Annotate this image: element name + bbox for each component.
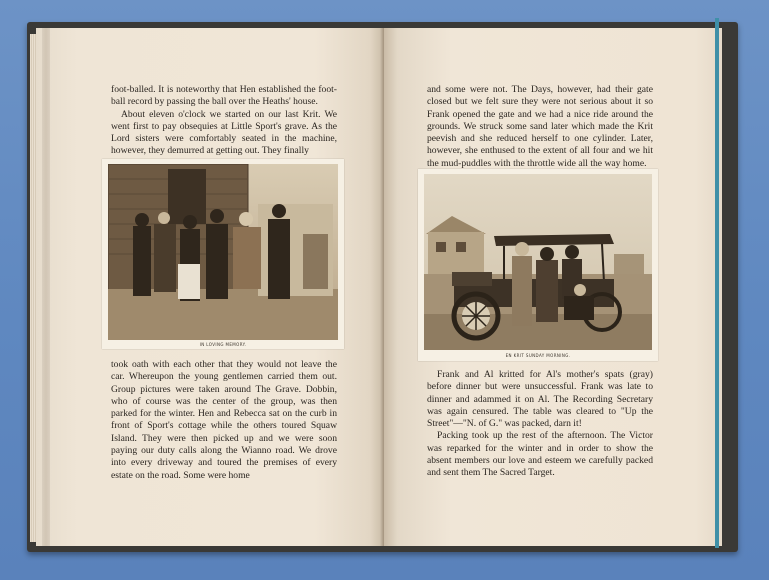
paragraph: Frank and Al kritted for Al's mother's spats (gray) before dinner but were unsuccessful. Frank was late to dinner and adammed it on Al. The Recording Secretary was again censured. The table was cleared to "Up the Street"—"N. of G." was packed, darn it! [427,369,653,430]
left-top-text [111,84,337,158]
photo-in-loving-memory [102,159,344,349]
right-bottom-text [427,369,653,480]
group-photo-image [108,164,338,340]
paragraph: Packing took up the rest of the afternoon. The Victor was reparked for the winter and in order to show the absent members our love and esteem we carefully packed and sent them The Sacred Target. [427,430,653,479]
left-page [36,28,384,546]
photo-en-krit-sunday-morning [418,169,658,361]
photo-caption: IN LOVING MEMORY. [199,342,247,347]
bookmark-ribbon [715,18,719,548]
paragraph: and some were not. The Days, however, had their gate closed but we felt sure they were not serious about it so Frank opened the gate and we had a nice ride around the grounds. We struck some sand later which made the Krit peevish and she reduced herself to one cylinder. Later, however, she enthused to the extent of all four and we hit the mud-puddles with the throttle wide all the way home. [427,84,653,169]
paragraph: took oath with each other that they would not leave the car. Whereupon the young gentlemen carried them out. Group pictures were taken around The Grave. Dobbin, who of course was the center of the group, was then parked for the winter. Hen and Rebecca sat on the curb in front of Sport's cottage while the others toured Squaw Island. They were then picked up and we were soon paying our duty calls along the Wianno road. We drove into every driveway and toured the premises of every estate on the road. Some were home [111,359,337,481]
photo-caption: EN KRIT SUNDAY MORNING. [505,353,571,358]
ribbon-marker [42,28,50,546]
right-top-text [427,84,653,170]
right-page [384,28,722,546]
paragraph: About eleven o'clock we started on our last Krit. We went first to pay obsequies at Little Sport's grave. As the Lord sisters were comfortably seated in the machine, however, they demurred at getting out. They finally [111,108,337,157]
car-photo-image [424,174,652,350]
paragraph: foot-balled. It is noteworthy that Hen established the foot-ball record by passing the ball over the Heaths' house. [111,84,337,108]
left-bottom-text [111,359,337,482]
